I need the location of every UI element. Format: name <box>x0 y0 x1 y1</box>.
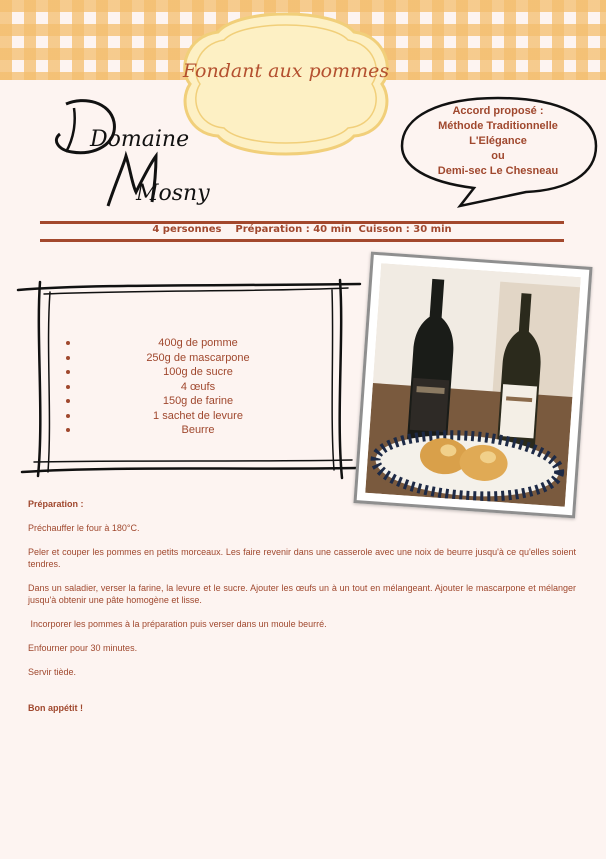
recipe-step: Peler et couper les pommes en petits morceaux. Les faire revenir dans une casserole avec une noix de beurre jusqu'à ce qu'elles soient tendres. <box>28 547 576 569</box>
wine-pairing <box>412 104 584 179</box>
recipe-step: Enfourner pour 30 minutes. <box>28 643 138 653</box>
closing-text: Bon appétit ! <box>28 703 83 713</box>
pairing-line: ou <box>491 150 505 162</box>
preparation-heading: Préparation : <box>28 499 84 509</box>
domaine-mosny-logo <box>44 94 244 218</box>
ingredient-item: Beurre <box>66 423 330 438</box>
ingredient-item: 250g de mascarpone <box>66 351 330 366</box>
cooking-time: Cuisson : 30 min <box>358 224 452 235</box>
ingredient-item: 4 œufs <box>66 380 330 395</box>
pairing-line: Méthode Traditionnelle <box>438 120 558 132</box>
recipe-section <box>28 498 576 714</box>
info-bar <box>40 224 564 235</box>
ingredient-item: 1 sachet de levure <box>66 409 330 424</box>
preparation-time: Préparation : 40 min <box>235 224 352 235</box>
wine-and-cake-photo <box>365 263 581 506</box>
recipe-step: Dans un saladier, verser la farine, la levure et le sucre. Ajouter les œufs un à un tout en mélangeant. Ajouter le mascarpone et mélanger jusqu'à obtenir une pâte homogène et lisse. <box>28 583 576 605</box>
pairing-line: Demi-sec Le Chesneau <box>437 165 559 177</box>
bottom-rule <box>40 239 564 242</box>
ingredients-list <box>66 336 330 438</box>
logo-line1: Domaine <box>90 127 190 152</box>
ingredient-item: 400g de pomme <box>66 336 330 351</box>
ingredient-item: 100g de sucre <box>66 365 330 380</box>
photo-frame <box>353 252 592 519</box>
recipe-step: Préchauffer le four à 180°C. <box>28 523 140 533</box>
servings: 4 personnes <box>152 224 222 235</box>
recipe-title: Fondant aux pommes <box>182 60 390 82</box>
recipe-step: Incorporer les pommes à la préparation puis verser dans un moule beurré. <box>28 619 327 629</box>
ingredient-item: 150g de farine <box>66 394 330 409</box>
recipe-step: Servir tiède. <box>28 667 77 677</box>
logo-line2: Mosny <box>136 181 210 206</box>
pairing-line: Accord proposé : <box>452 105 544 117</box>
pairing-line: L'Elégance <box>469 135 527 147</box>
